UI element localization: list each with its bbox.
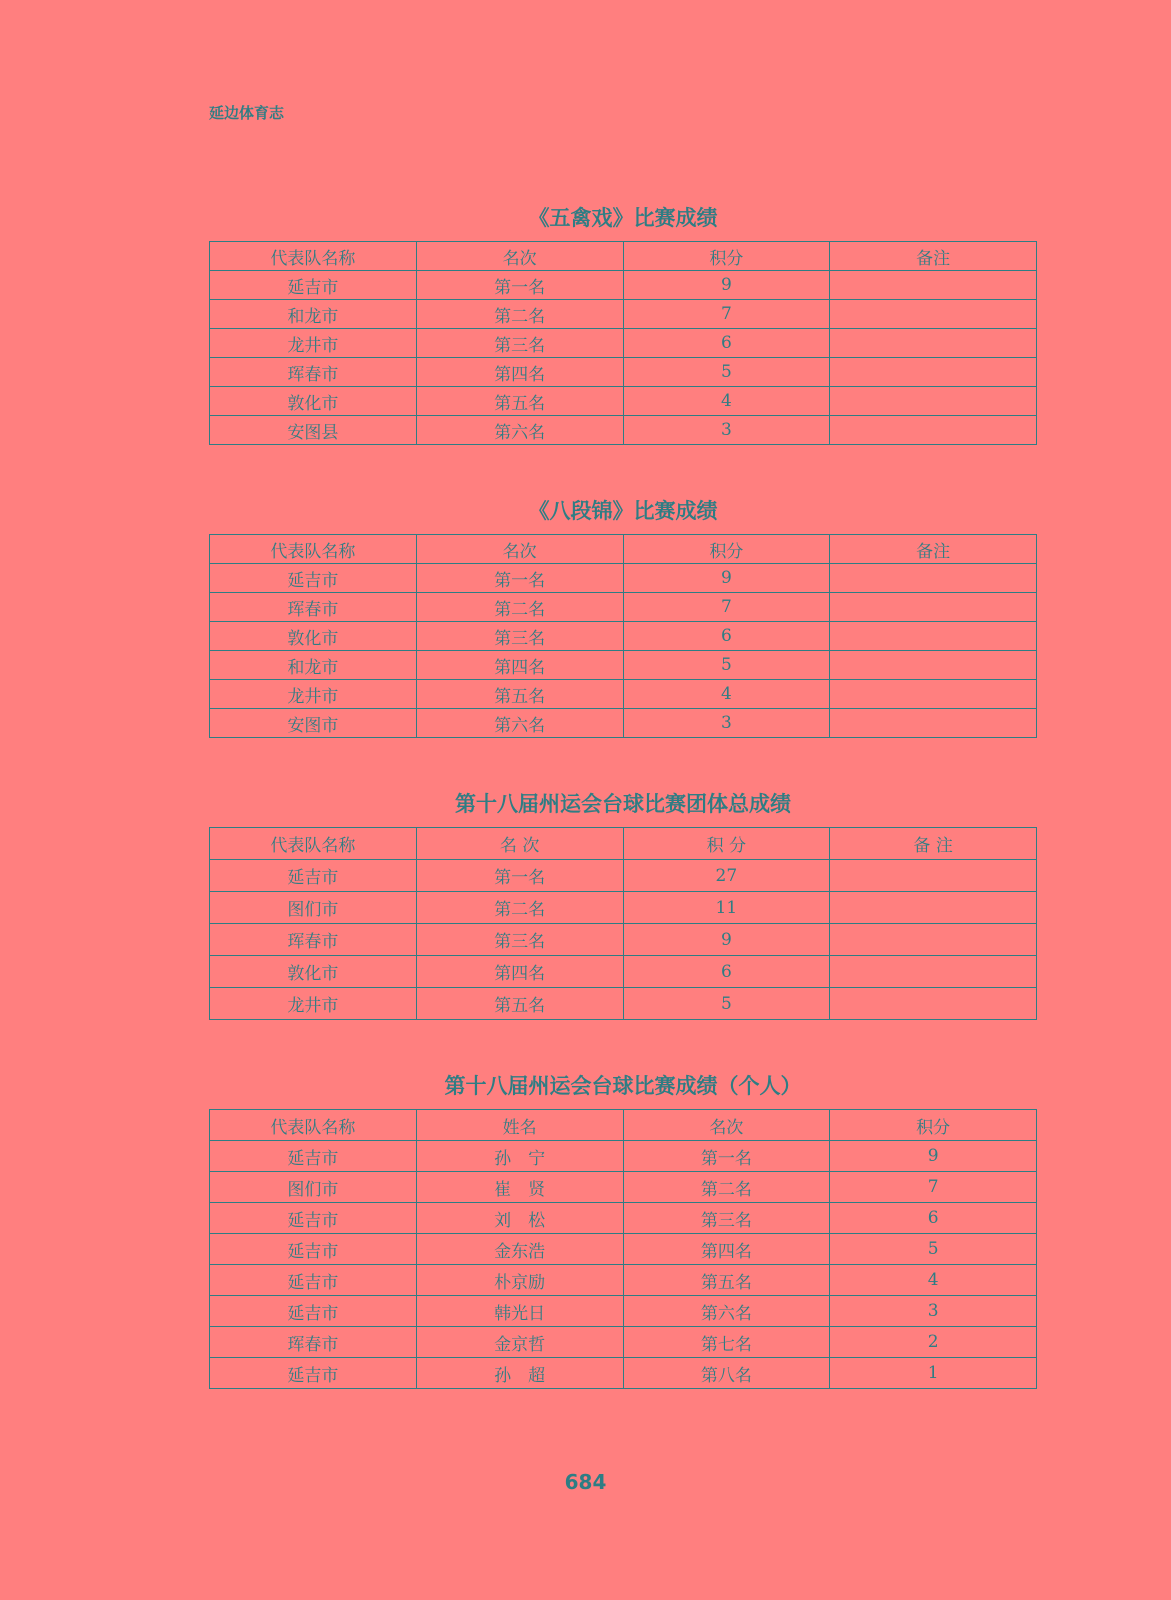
table-row [210,593,1037,622]
table-row [210,387,1037,416]
table-cell: 延吉市 [210,271,417,300]
table-row [210,622,1037,651]
billiards-team-results-section [209,786,1037,1020]
table-header-row [210,828,1037,860]
table-cell: 延吉市 [210,1296,417,1327]
table-cell: 延吉市 [210,1234,417,1265]
table-cell: 9 [623,924,830,956]
table-cell [830,564,1037,593]
table-cell: 第一名 [416,271,623,300]
table-cell: 刘 松 [416,1203,623,1234]
table-cell: 朴京励 [416,1265,623,1296]
table-cell: 7 [623,593,830,622]
table-cell: 5 [623,988,830,1020]
table-cell: 珲春市 [210,924,417,956]
table-cell: 第一名 [416,860,623,892]
table-cell: 6 [623,622,830,651]
table-row [210,651,1037,680]
table-cell: 敦化市 [210,956,417,988]
table-cell: 金京哲 [416,1327,623,1358]
table-cell: 珲春市 [210,593,417,622]
table-cell: 第四名 [416,358,623,387]
table-cell: 第六名 [623,1296,830,1327]
table-cell: 第三名 [416,329,623,358]
table-row [210,892,1037,924]
results-table [209,827,1037,1020]
table-cell [830,651,1037,680]
table-cell: 图们市 [210,1172,417,1203]
table-cell: 延吉市 [210,860,417,892]
table-cell: 第二名 [623,1172,830,1203]
table-row [210,271,1037,300]
table-cell [830,988,1037,1020]
table-cell [830,387,1037,416]
table-cell: 1 [830,1358,1037,1389]
table-row [210,1203,1037,1234]
table-cell [830,329,1037,358]
table-cell: 11 [623,892,830,924]
table-cell: 6 [623,329,830,358]
table-cell: 7 [830,1172,1037,1203]
wuqinxi-results-section [209,200,1037,445]
table-cell [830,300,1037,329]
table-cell: 第五名 [416,988,623,1020]
section-title: 第十八届州运会台球比赛成绩（个人） [444,1074,802,1098]
section-title: 《八段锦》比赛成绩 [528,499,718,523]
table-cell: 第三名 [416,622,623,651]
column-header: 代表队名称 [210,242,417,271]
table-cell: 6 [623,956,830,988]
table-cell: 9 [623,271,830,300]
column-header: 代表队名称 [210,1110,417,1141]
column-header: 代表队名称 [210,535,417,564]
table-cell: 27 [623,860,830,892]
table-cell: 5 [623,651,830,680]
table-cell [830,271,1037,300]
column-header: 积分 [623,242,830,271]
table-cell: 9 [830,1141,1037,1172]
table-cell: 图们市 [210,892,417,924]
table-cell: 龙井市 [210,988,417,1020]
table-cell: 延吉市 [210,564,417,593]
table-row [210,709,1037,738]
table-row [210,956,1037,988]
column-header: 备 注 [830,828,1037,860]
table-cell: 第五名 [416,387,623,416]
table-row [210,1327,1037,1358]
table-cell: 第一名 [416,564,623,593]
table-row [210,988,1037,1020]
table-cell: 崔 贤 [416,1172,623,1203]
table-cell: 安图市 [210,709,417,738]
table-cell: 3 [623,709,830,738]
table-cell: 6 [830,1203,1037,1234]
table-cell [830,622,1037,651]
baduanjin-results-section [209,493,1037,738]
table-cell: 龙井市 [210,680,417,709]
table-cell: 韩光日 [416,1296,623,1327]
column-header: 姓名 [416,1110,623,1141]
table-cell: 第八名 [623,1358,830,1389]
table-cell: 第六名 [416,416,623,445]
table-cell: 第七名 [623,1327,830,1358]
table-row [210,358,1037,387]
table-cell [830,892,1037,924]
table-cell [830,860,1037,892]
table-cell: 第二名 [416,892,623,924]
column-header: 名次 [416,535,623,564]
table-cell: 第四名 [416,956,623,988]
table-cell: 5 [623,358,830,387]
table-cell [830,358,1037,387]
table-row [210,680,1037,709]
table-cell: 第三名 [623,1203,830,1234]
table-cell: 延吉市 [210,1141,417,1172]
table-row [210,1296,1037,1327]
table-row [210,1141,1037,1172]
table-cell: 2 [830,1327,1037,1358]
table-cell: 敦化市 [210,622,417,651]
table-cell: 第四名 [623,1234,830,1265]
table-cell: 4 [623,387,830,416]
billiards-individual-results-section [209,1068,1037,1389]
table-row [210,1234,1037,1265]
table-row [210,300,1037,329]
table-cell [830,709,1037,738]
table-cell: 第三名 [416,924,623,956]
table-row [210,329,1037,358]
results-table [209,534,1037,738]
table-cell [830,680,1037,709]
table-cell: 金东浩 [416,1234,623,1265]
table-cell: 7 [623,300,830,329]
table-row [210,860,1037,892]
table-row [210,1358,1037,1389]
results-table [209,1109,1037,1389]
table-row [210,1265,1037,1296]
results-table [209,241,1037,445]
table-row [210,924,1037,956]
table-cell [830,593,1037,622]
table-cell: 第二名 [416,593,623,622]
table-cell [830,924,1037,956]
table-cell: 3 [830,1296,1037,1327]
table-cell: 珲春市 [210,1327,417,1358]
table-cell: 9 [623,564,830,593]
section-title: 《五禽戏》比赛成绩 [528,206,718,230]
column-header: 备注 [830,535,1037,564]
table-cell: 孙 超 [416,1358,623,1389]
column-header: 名 次 [416,828,623,860]
table-cell: 和龙市 [210,651,417,680]
table-cell: 第五名 [623,1265,830,1296]
table-header-row [210,242,1037,271]
table-cell: 4 [623,680,830,709]
column-header: 积分 [623,535,830,564]
table-cell: 延吉市 [210,1203,417,1234]
table-header-row [210,1110,1037,1141]
table-cell: 延吉市 [210,1358,417,1389]
table-row [210,1172,1037,1203]
table-cell [830,416,1037,445]
column-header: 备注 [830,242,1037,271]
table-cell: 3 [623,416,830,445]
table-cell: 第一名 [623,1141,830,1172]
table-cell: 第六名 [416,709,623,738]
column-header: 积分 [830,1110,1037,1141]
table-cell: 4 [830,1265,1037,1296]
table-cell: 敦化市 [210,387,417,416]
column-header: 名次 [623,1110,830,1141]
table-cell: 珲春市 [210,358,417,387]
column-header: 积 分 [623,828,830,860]
table-row [210,416,1037,445]
table-cell: 延吉市 [210,1265,417,1296]
column-header: 代表队名称 [210,828,417,860]
table-cell: 龙井市 [210,329,417,358]
running-head: 延边体育志 [209,104,285,122]
table-cell: 孙 宁 [416,1141,623,1172]
table-cell: 5 [830,1234,1037,1265]
table-row [210,564,1037,593]
table-cell: 第五名 [416,680,623,709]
section-title: 第十八届州运会台球比赛团体总成绩 [455,792,791,816]
table-cell: 第四名 [416,651,623,680]
column-header: 名次 [416,242,623,271]
table-cell: 和龙市 [210,300,417,329]
table-cell [830,956,1037,988]
page-number: 684 [564,1470,607,1494]
table-cell: 第二名 [416,300,623,329]
table-header-row [210,535,1037,564]
table-cell: 安图县 [210,416,417,445]
